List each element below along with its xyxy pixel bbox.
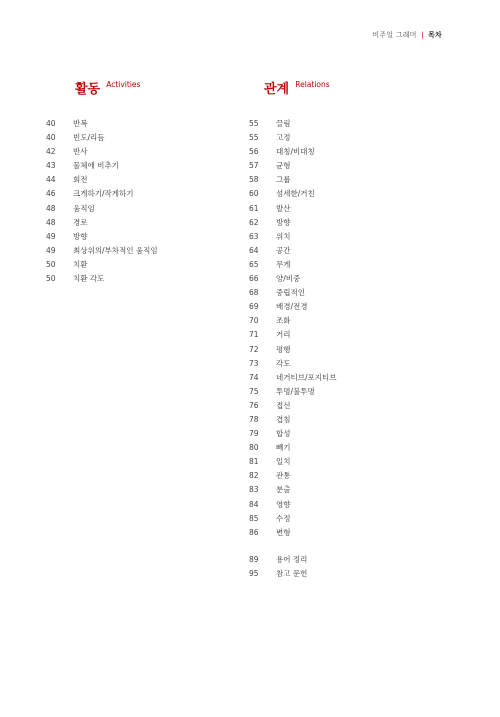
toc-entry: [46, 117, 158, 131]
toc-entry: [249, 441, 337, 455]
toc-entry: [249, 314, 337, 328]
toc-page-number: 56: [249, 147, 259, 157]
toc-entry-title: 관통: [276, 471, 291, 481]
toc-entry-title: 물체에 비추기: [73, 161, 119, 171]
toc-entry-title: 네거티브/포지티브: [276, 372, 337, 382]
toc-page-number: 50: [46, 274, 56, 284]
toc-entry-title: 분출: [276, 485, 291, 495]
toc-entry-title: 양/비중: [276, 274, 301, 284]
toc-page-number: 72: [249, 344, 259, 354]
toc-page-number: 79: [249, 429, 259, 439]
toc-entry-title: 빼기: [276, 443, 291, 453]
toc-entry: [249, 498, 337, 512]
toc-entry: [249, 202, 337, 216]
toc-page-number: 89: [249, 555, 259, 565]
toc-entry-title: 반복: [73, 119, 88, 128]
toc-entry-title: 배경/전경: [276, 302, 308, 312]
toc-entry: [249, 300, 337, 314]
toc-entry: [249, 357, 337, 371]
toc-gap: [249, 540, 337, 554]
toc-entry: [249, 469, 337, 483]
toc-entry: [249, 512, 337, 526]
toc-entry: [249, 483, 337, 497]
toc-page-number: 95: [249, 569, 259, 579]
book-title: 비주얼 그래머: [372, 31, 417, 39]
toc-entry-title: 중립적인: [276, 288, 305, 298]
current-section: 목차: [428, 31, 442, 39]
toc-page-number: 40: [46, 119, 56, 128]
toc-entry: [249, 187, 337, 201]
relations-title-en: Relations: [295, 80, 330, 89]
toc-page-number: 44: [46, 175, 56, 185]
relations-heading: [264, 78, 330, 97]
toc-entry-title: 최상위의/부차적인 움직임: [73, 245, 158, 255]
toc-entry-title: 합성: [276, 429, 291, 439]
toc-entry: [249, 371, 337, 385]
toc-entry-title: 영향: [276, 499, 291, 509]
toc-entry: [46, 244, 158, 258]
toc-entry-title: 회전: [73, 175, 88, 185]
relations-toc-list: [249, 117, 337, 582]
toc-entry-title: 각도: [276, 358, 291, 368]
running-header: [372, 30, 442, 40]
toc-page-number: 50: [46, 259, 56, 269]
toc-entry-title: 접선: [276, 400, 291, 410]
toc-entry: [46, 131, 158, 145]
toc-page-number: 48: [46, 203, 56, 213]
toc-entry: [249, 131, 337, 145]
toc-page-number: 83: [249, 485, 259, 495]
toc-page-number: 76: [249, 400, 259, 410]
toc-entry-title: 크게하기/작게하기: [73, 189, 134, 199]
toc-page-number: 60: [249, 189, 259, 199]
toc-entry-title: 치환 각도: [73, 274, 105, 284]
toc-entry: [46, 230, 158, 244]
toc-entry-title: 치환: [73, 259, 88, 269]
toc-entry-title: 거리: [276, 330, 291, 340]
toc-page-number: 55: [249, 119, 259, 128]
toc-entry-title: 무게: [276, 259, 291, 269]
toc-entry: [249, 427, 337, 441]
toc-page-number: 84: [249, 499, 259, 509]
toc-entry: [249, 145, 337, 159]
toc-page-number: 71: [249, 330, 259, 340]
toc-entry-title: 고정: [276, 133, 291, 143]
toc-page-number: 61: [249, 203, 259, 213]
toc-entry: [46, 159, 158, 173]
toc-entry-title: 그룹: [276, 175, 291, 185]
toc-entry-title: 공간: [276, 245, 291, 255]
toc-page-number: 49: [46, 231, 56, 241]
toc-entry: [249, 343, 337, 357]
toc-entry: [249, 526, 337, 540]
toc-entry-title: 경로: [73, 217, 88, 227]
toc-entry-title: 섬세한/거친: [276, 189, 315, 199]
toc-entry: [249, 455, 337, 469]
toc-page-number: 49: [46, 245, 56, 255]
toc-entry: [249, 328, 337, 342]
toc-page-number: 46: [46, 189, 56, 199]
toc-entry-title: 움직임: [73, 203, 95, 213]
toc-page-number: 74: [249, 372, 259, 382]
toc-entry: [249, 244, 337, 258]
toc-entry-title: 발산: [276, 203, 291, 213]
toc-page-number: 62: [249, 217, 259, 227]
toc-entry-title: 끌림: [276, 119, 291, 128]
toc-entry-title: 대칭/비대칭: [276, 147, 315, 157]
toc-entry: [46, 216, 158, 230]
toc-entry: [249, 413, 337, 427]
toc-page-number: 73: [249, 358, 259, 368]
header-separator: |: [421, 31, 424, 39]
activities-title-ko: 활동: [75, 82, 101, 97]
toc-entry-title: 용어 정리: [276, 555, 308, 565]
toc-entry: [46, 272, 158, 286]
toc-entry: [249, 230, 337, 244]
toc-entry: [46, 202, 158, 216]
toc-page-number: 81: [249, 457, 259, 467]
activities-heading: [75, 78, 140, 97]
relations-title-ko: 관계: [264, 82, 290, 97]
toc-page-number: 65: [249, 259, 259, 269]
toc-entry: [249, 272, 337, 286]
toc-entry: [249, 159, 337, 173]
activities-toc-list: [46, 117, 158, 286]
toc-entry: [249, 216, 337, 230]
toc-entry-title: 수정: [276, 513, 291, 523]
toc-entry-title: 반사: [73, 147, 88, 157]
toc-page-number: 63: [249, 231, 259, 241]
toc-entry-title: 평행: [276, 344, 291, 354]
toc-page-number: 40: [46, 133, 56, 143]
toc-entry: [249, 385, 337, 399]
toc-entry: [249, 117, 337, 131]
toc-page-number: 57: [249, 161, 259, 171]
toc-entry: [249, 399, 337, 413]
toc-entry-title: 참고 문헌: [276, 569, 308, 579]
toc-page-number: 55: [249, 133, 259, 143]
toc-entry-title: 변형: [276, 527, 291, 537]
toc-entry-title: 조화: [276, 316, 291, 326]
toc-page-number: 48: [46, 217, 56, 227]
toc-entry: [46, 258, 158, 272]
toc-page-number: 70: [249, 316, 259, 326]
toc-page-number: 78: [249, 414, 259, 424]
toc-entry: [249, 553, 337, 567]
toc-page-number: 58: [249, 175, 259, 185]
toc-page-number: 85: [249, 513, 259, 523]
toc-entry-title: 투명/불투명: [276, 386, 315, 396]
toc-entry: [46, 187, 158, 201]
toc-page-number: 43: [46, 161, 56, 171]
activities-title-en: Activities: [106, 80, 141, 89]
toc-page-number: 80: [249, 443, 259, 453]
toc-entry-title: 위치: [276, 231, 291, 241]
toc-page-number: 66: [249, 274, 259, 284]
toc-page-number: 75: [249, 386, 259, 396]
toc-entry-title: 방향: [73, 231, 88, 241]
toc-entry-title: 겹침: [276, 414, 291, 424]
toc-page-number: 69: [249, 302, 259, 312]
toc-page-number: 86: [249, 527, 259, 537]
toc-entry: [249, 567, 337, 581]
toc-page-number: 68: [249, 288, 259, 298]
toc-entry: [249, 173, 337, 187]
toc-entry: [46, 145, 158, 159]
toc-page-number: 42: [46, 147, 56, 157]
toc-page-number: 64: [249, 245, 259, 255]
toc-entry: [46, 173, 158, 187]
toc-entry: [249, 286, 337, 300]
toc-entry: [249, 258, 337, 272]
toc-entry-title: 방향: [276, 217, 291, 227]
toc-entry-title: 빈도/리듬: [73, 133, 105, 143]
toc-page-number: 82: [249, 471, 259, 481]
toc-entry-title: 일치: [276, 457, 291, 467]
toc-entry-title: 균형: [276, 161, 291, 171]
